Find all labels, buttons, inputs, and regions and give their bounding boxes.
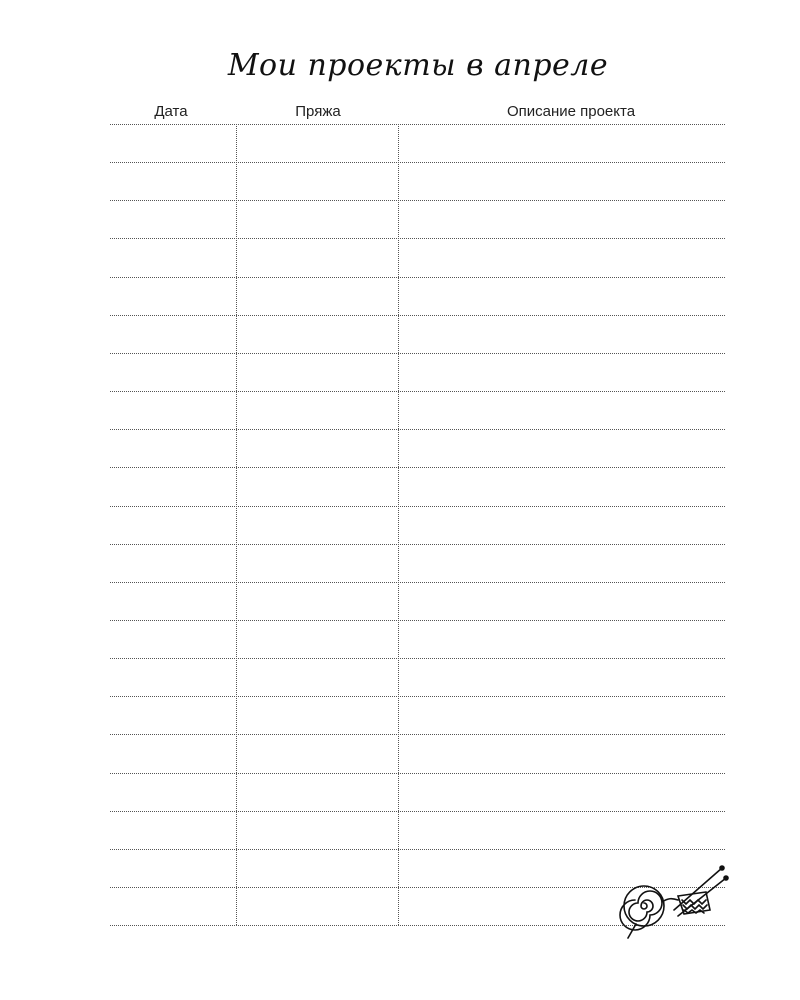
table-row-line <box>110 696 725 697</box>
page-title: Мои проекты в апреле <box>227 48 609 83</box>
table-row-line <box>110 734 725 735</box>
table-row-line <box>110 162 725 163</box>
table-row-line <box>110 849 725 850</box>
table-row-line <box>110 315 725 316</box>
table-row-line <box>110 391 725 392</box>
table-row-line <box>110 620 725 621</box>
table-row-line <box>110 238 725 239</box>
yarn-ball-knitting-needles-icon <box>614 862 729 942</box>
column-header-date: Дата <box>154 103 188 120</box>
table-row-line <box>110 200 725 201</box>
table-row-line <box>110 582 725 583</box>
table-row-line <box>110 773 725 774</box>
table-row-line <box>110 467 725 468</box>
table-row-line <box>110 544 725 545</box>
table-row-line <box>110 429 725 430</box>
column-divider-date-yarn <box>236 124 237 925</box>
table-row-line <box>110 124 725 125</box>
table-row-line <box>110 811 725 812</box>
column-header-description: Описание проекта <box>506 103 636 120</box>
table-row-line <box>110 658 725 659</box>
column-divider-yarn-description <box>398 124 399 925</box>
column-header-yarn: Пряжа <box>295 103 341 120</box>
table-row-line <box>110 353 725 354</box>
table-row-line <box>110 506 725 507</box>
table-row-line <box>110 277 725 278</box>
